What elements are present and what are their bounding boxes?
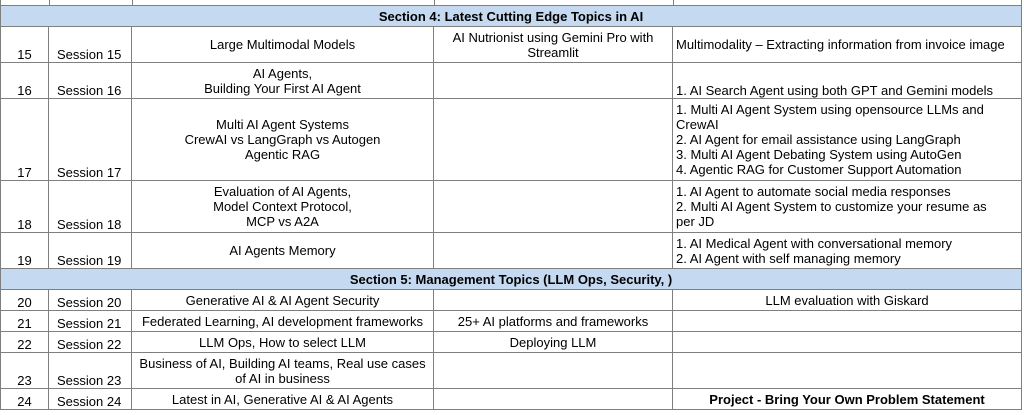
project-line: 1. Multi AI Agent System using opensource LLMs and [676, 102, 984, 117]
row-number: 24 [1, 389, 49, 410]
topic-line: Generative AI & AI Agent Security [185, 292, 380, 308]
topic-line: Building Your First AI Agent [204, 80, 361, 96]
demo-cell [434, 63, 673, 99]
topic-cell [132, 332, 434, 353]
session-label: Session 15 [49, 27, 132, 63]
topic-line: CrewAI vs LangGraph vs Autogen [184, 132, 381, 147]
demo-cell [434, 27, 673, 63]
session-label: Session 16 [49, 63, 132, 99]
topic-line: Federated Learning, AI development frameworks [141, 313, 424, 329]
row-number: 19 [1, 233, 49, 269]
row-number: 21 [1, 311, 49, 332]
topic-line: Evaluation of AI Agents, [213, 184, 352, 199]
project-line: 2. AI Agent for email assistance using LangGraph [676, 132, 961, 147]
demo-cell [434, 233, 673, 269]
demo-line: 25+ AI platforms and frameworks [457, 313, 649, 329]
demo-line: AI Nutrionist using Gemini Pro with [452, 29, 654, 45]
session-label: Session 24 [49, 389, 132, 410]
section-header-row [1, 269, 1022, 290]
table-row [1, 63, 1022, 99]
session-label: Session 17 [49, 99, 132, 181]
row-number: 23 [1, 353, 49, 389]
section-header-row [1, 6, 1022, 27]
topic-line: of AI in business [235, 370, 330, 386]
demo-cell [434, 290, 673, 311]
demo-line: Streamlit [527, 44, 579, 60]
curriculum-table [0, 5, 1022, 410]
topic-line: AI Agents Memory [229, 243, 336, 258]
section-title: Section 4: Latest Cutting Edge Topics in AI [1, 6, 1022, 27]
table-row [1, 99, 1022, 181]
row-number: 20 [1, 290, 49, 311]
topic-cell [132, 63, 434, 99]
topic-cell [132, 233, 434, 269]
topic-cell [132, 99, 434, 181]
table-row [1, 332, 1022, 353]
row-number: 18 [1, 181, 49, 233]
topic-line: Multi AI Agent Systems [216, 117, 349, 132]
project-line: Multimodality – Extracting information from invoice image [676, 37, 1005, 52]
section-title: Section 5: Management Topics (LLM Ops, Security, ) [1, 269, 1022, 290]
project-line: 3. Multi AI Agent Debating System using AutoGen [676, 147, 962, 162]
row-number: 17 [1, 99, 49, 181]
project-line: 2. Multi AI Agent System to customize your resume as [676, 199, 987, 214]
topic-line: Large Multimodal Models [209, 37, 356, 52]
topic-line: MCP vs A2A [246, 214, 319, 229]
project-cell [673, 332, 1022, 353]
topic-cell [132, 311, 434, 332]
demo-line: Deploying LLM [509, 334, 597, 350]
session-label: Session 19 [49, 233, 132, 269]
table-row [1, 233, 1022, 269]
session-label: Session 22 [49, 332, 132, 353]
session-label: Session 18 [49, 181, 132, 233]
row-number: 16 [1, 63, 49, 99]
project-line: 1. AI Medical Agent with conversational memory [676, 235, 953, 251]
session-label: Session 20 [49, 290, 132, 311]
table-row [1, 311, 1022, 332]
project-line: Project - Bring Your Own Problem Statement [709, 391, 985, 407]
demo-cell [434, 332, 673, 353]
demo-cell [434, 99, 673, 181]
row-number: 22 [1, 332, 49, 353]
demo-cell [434, 353, 673, 389]
topic-line: AI Agents, [252, 65, 313, 81]
session-label: Session 23 [49, 353, 132, 389]
topic-cell [132, 353, 434, 389]
topic-line: Model Context Protocol, [213, 199, 352, 214]
session-label: Session 21 [49, 311, 132, 332]
demo-cell [434, 181, 673, 233]
project-cell [673, 99, 1022, 181]
project-line: LLM evaluation with Giskard [765, 292, 929, 308]
project-line: CrewAI [676, 117, 719, 132]
project-line: 1. AI Agent to automate social media responses [676, 184, 951, 199]
topic-line: LLM Ops, How to select LLM [199, 334, 366, 350]
topic-line: Business of AI, Building AI teams, Real use cases [139, 355, 426, 371]
table-row [1, 290, 1022, 311]
table-row [1, 353, 1022, 389]
project-line: 2. AI Agent with self managing memory [676, 250, 901, 266]
project-cell [673, 181, 1022, 233]
project-line: 4. Agentic RAG for Customer Support Automation [676, 162, 962, 177]
project-line: per JD [676, 214, 715, 229]
project-cell [673, 353, 1022, 389]
table-row [1, 181, 1022, 233]
project-cell [673, 63, 1022, 99]
project-cell [673, 290, 1022, 311]
project-line: 1. AI Search Agent using both GPT and Gemini models [676, 83, 994, 98]
project-cell [673, 389, 1022, 410]
topic-line: Agentic RAG [244, 147, 321, 162]
topic-cell [132, 27, 434, 63]
demo-cell [434, 389, 673, 410]
topic-line: Latest in AI, Generative AI & AI Agents [171, 391, 394, 407]
project-cell [673, 311, 1022, 332]
row-number: 15 [1, 27, 49, 63]
topic-cell [132, 290, 434, 311]
topic-cell [132, 389, 434, 410]
project-cell [673, 233, 1022, 269]
project-cell [673, 27, 1022, 63]
table-row [1, 389, 1022, 410]
topic-cell [132, 181, 434, 233]
demo-cell [434, 311, 673, 332]
table-row [1, 27, 1022, 63]
